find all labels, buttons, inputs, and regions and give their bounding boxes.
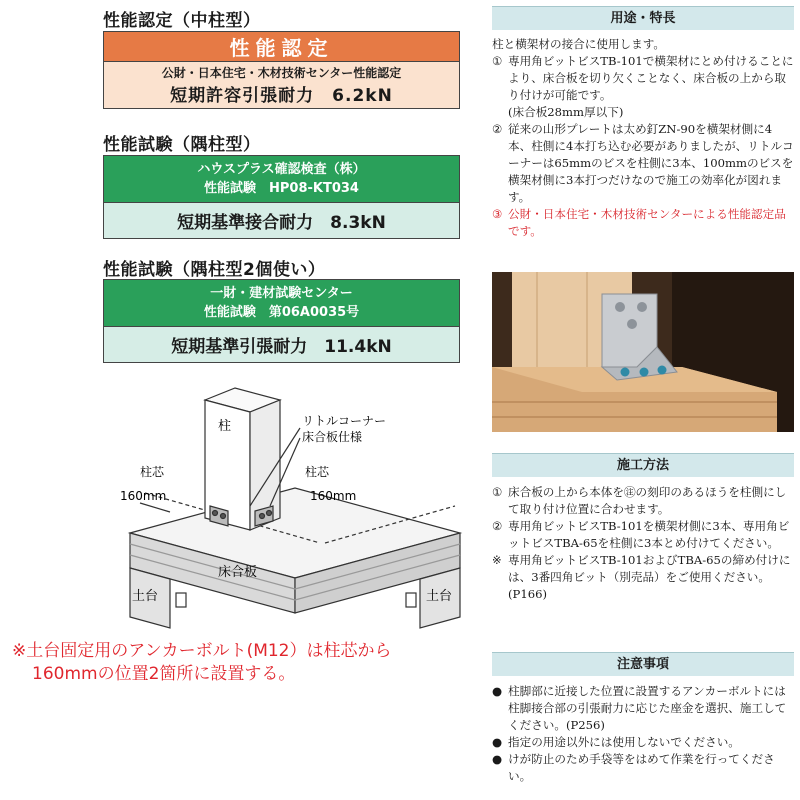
- test1-section-title: 性能試験（隅柱型）: [103, 135, 261, 155]
- test2-box: [103, 279, 460, 363]
- usage-item: ② 従来の山形プレートは太め釘ZN-90を横架材側に4本、柱側に4本打ち込む必要がありましたが、リトルコーナーは65mmのビスを柱側に3本、100mmのビスを横架材側に3本打つだけなので施工の効率化が図れます。: [492, 122, 794, 204]
- method-item: ① 床合板の上から本体を㊟の刻印のあるほうを柱側にして取り付け位置に合わせます。: [492, 485, 787, 516]
- test2-org: 一財・建材試験センター: [210, 286, 353, 301]
- method-item: ② 専用角ビットビスTB-101を横架材側に3本、専用角ビットビスTBA-65を柱側に3本とめ付けてください。: [492, 519, 790, 550]
- test1-code: 性能試験 HP08-KT034: [204, 181, 359, 196]
- center-left-label: 柱芯: [140, 465, 165, 479]
- method-body: [492, 484, 794, 603]
- cert-org: 公財・日本住宅・木材技術センター性能認定: [161, 66, 402, 80]
- usage-intro: 柱と横架材の接合に使用します。: [492, 37, 665, 51]
- caution-item: ● けが防止のため手袋等をはめて作業を行ってください。: [492, 752, 775, 783]
- product-photo: [492, 272, 794, 432]
- usage-item-certified: ③ 公財・日本住宅・木材技術センターによる性能認定品です。: [492, 207, 786, 238]
- test1-box: [103, 155, 460, 239]
- post-label: 柱: [218, 419, 232, 434]
- method-header: 施工方法: [492, 453, 794, 477]
- dist-right-label: 160mm: [310, 489, 357, 503]
- test1-org: ハウスプラス確認検査（株）: [197, 162, 366, 177]
- anchor-note: [12, 640, 482, 686]
- caution-header: 注意事項: [492, 652, 794, 676]
- callout-line1: リトルコーナー: [302, 414, 387, 428]
- installation-diagram: [110, 378, 480, 633]
- cert-body: [104, 62, 459, 108]
- test1-header: [104, 156, 459, 203]
- test2-header: [104, 280, 459, 327]
- sill-left-label: 土台: [132, 589, 159, 604]
- cert-header: 性能認定: [104, 32, 459, 62]
- dist-left-label: 160mm: [120, 489, 167, 503]
- test2-value: 短期基準引張耐力 11.4kN: [104, 327, 459, 362]
- cert-value: 短期許容引張耐力 6.2kN: [170, 86, 393, 106]
- usage-item: (床合板28mm厚以下): [508, 105, 624, 119]
- test1-value: 短期基準接合耐力 8.3kN: [104, 203, 459, 238]
- usage-item: ① 専用角ビットビスTB-101で横架材にとめ付けることにより、床合板を切り欠くことなく、床合板の上から取り付けが可能です。: [492, 54, 794, 102]
- callout-line2: 床合板仕様: [302, 430, 363, 444]
- sill-right-label: 土台: [426, 589, 453, 604]
- caution-item: ● 柱脚部に近接した位置に設置するアンカーボルトには柱脚接合部の引張耐力に応じた座金を選択、施工してください。(P256): [492, 684, 787, 732]
- anchor-note-line2: 160mmの位置2箇所に設置する。: [32, 664, 296, 684]
- usage-header: 用途・特長: [492, 6, 794, 30]
- caution-body: [492, 683, 794, 785]
- test2-section-title: 性能試験（隅柱型2個使い）: [103, 260, 326, 280]
- caution-item: ● 指定の用途以外には使用しないでください。: [492, 735, 740, 749]
- anchor-note-line1: ※土台固定用のアンカーボルト(M12）は柱芯から: [12, 641, 392, 661]
- test2-code: 性能試験 第06A0035号: [203, 305, 360, 320]
- method-item: ※ 専用角ビットビスTB-101およびTBA-65の締め付けには、3番四角ビット（別売品）をご使用ください。(P166): [492, 553, 791, 601]
- usage-body: [492, 36, 794, 240]
- floor-label: 床合板: [218, 565, 258, 580]
- cert-box: [103, 31, 460, 109]
- center-right-label: 柱芯: [305, 465, 330, 479]
- cert-section-title: 性能認定（中柱型）: [103, 11, 261, 31]
